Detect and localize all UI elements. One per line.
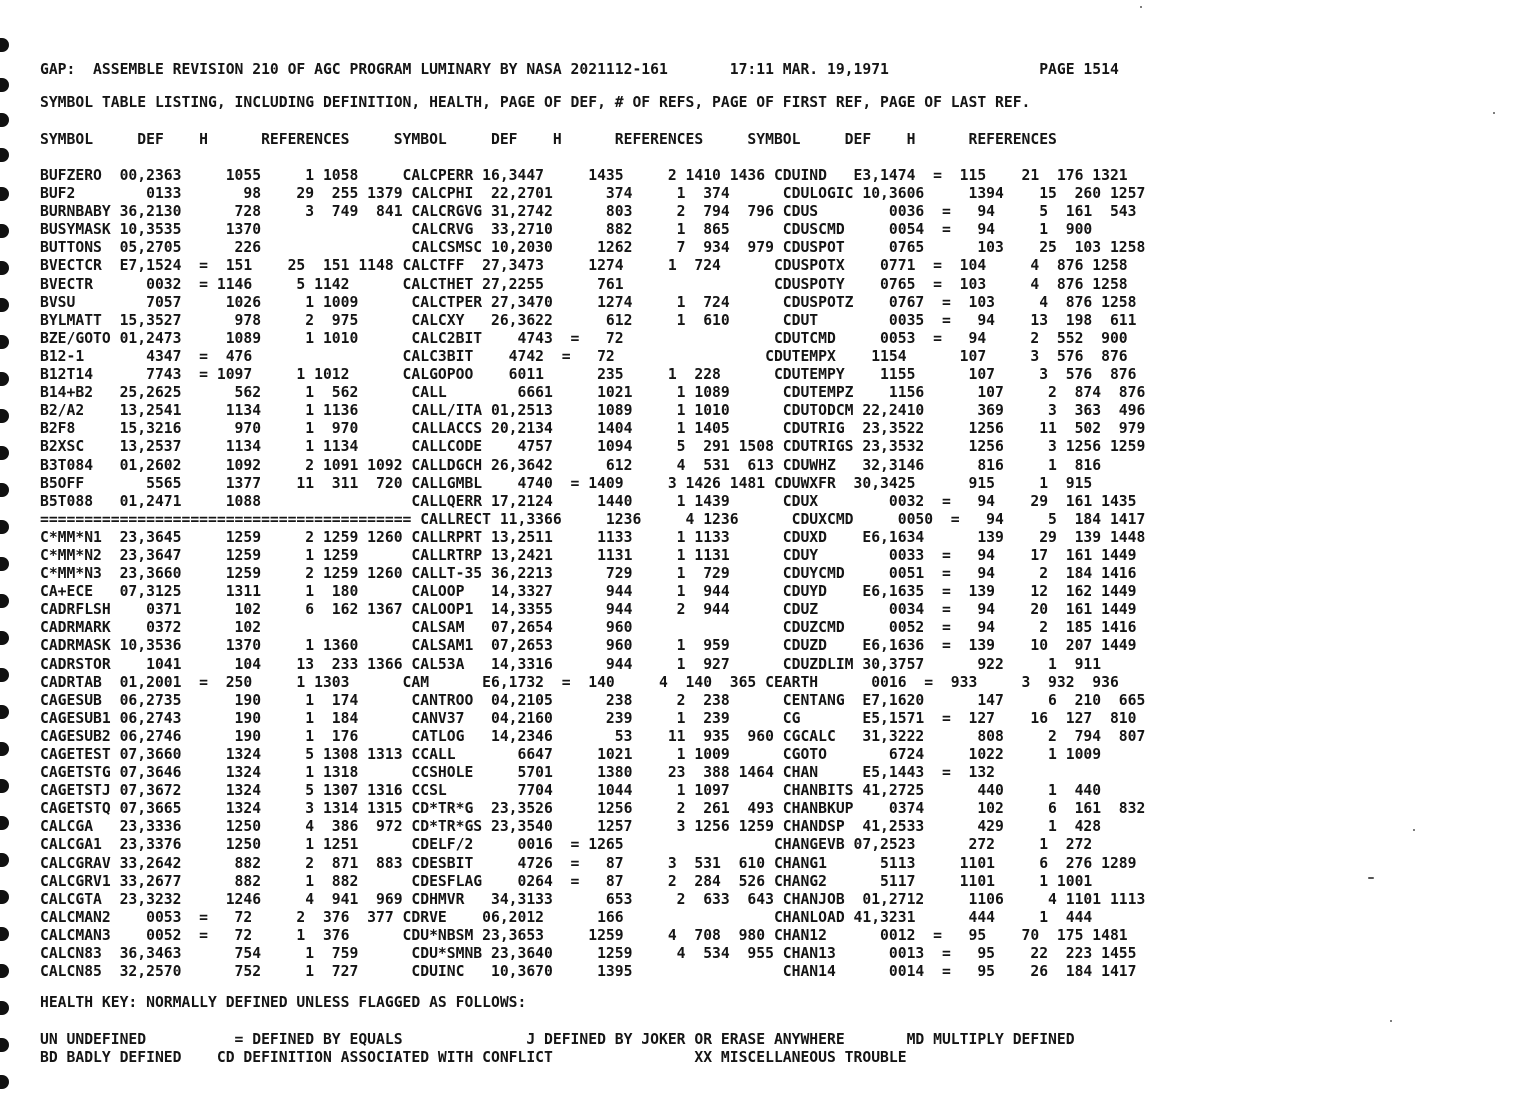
sprocket-hole: [0, 1038, 9, 1052]
sprocket-hole: [0, 853, 9, 867]
paper-speck: [1368, 877, 1374, 879]
sprocket-hole: [0, 557, 9, 571]
sprocket-hole: [0, 224, 9, 238]
table-row: BUFZERO 00,2363 1055 1 1058 CALCPERR 16,3447 1435 2 1410 1436 CDUIND E3,1474 = 115 21 176 1321: [40, 167, 1128, 184]
table-row: CAGETSTG 07,3646 1324 1 1318 CCSHOLE 5701 1380 23 388 1464 CHAN E5,1443 = 132: [40, 764, 996, 782]
table-row: BUSYMASK 10,3535 1370 CALCRVG 33,2710 882 1 865 CDUSCMD 0054 = 94 1 900: [40, 221, 1093, 239]
listing-description: SYMBOL TABLE LISTING, INCLUDING DEFINITION, HEALTH, PAGE OF DEF, # OF REFS, PAGE OF FIRST REF, PAGE OF LAST REF.: [40, 94, 1031, 111]
table-row: CADRMASK 10,3536 1370 1 1360 CALSAM1 07,2653 960 1 959 CDUZD E6,1636 = 139 10 207 1449: [40, 637, 1137, 655]
table-row: CALCMAN2 0053 = 72 2 376 377 CDRVE 06,2012 166 CHANLOAD 41,3231 444 1 444: [40, 908, 1093, 926]
table-row: CAGESUB 06,2735 190 1 174 CANTROO 04,2105 238 2 238 CENTANG E7,1620 147 6 210 665: [40, 691, 1146, 709]
table-row: B12-1 4347 = 476 CALC3BIT 4742 = 72 CDUTEMPX 1154 107 3 576 876: [40, 347, 1128, 365]
table-row: CADRSTOR 1041 104 13 233 1366 CAL53A 14,3316 944 1 927 CDUZDLIM 30,3757 922 1 911: [40, 655, 1102, 673]
table-row: BURNBABY 36,2130 728 3 749 841 CALCRGVG 31,2742 803 2 794 796 CDUS 0036 = 94 5 161 543: [40, 203, 1137, 221]
sprocket-hole: [0, 148, 9, 162]
table-row: CAGETSTQ 07,3665 1324 3 1314 1315 CD*TR*G 23,3526 1256 2 261 493 CHANBKUP 0374 102 6 161 832: [40, 800, 1146, 818]
table-row: B14+B2 25,2625 562 1 562 CALL 6661 1021 1 1089 CDUTEMPZ 1156 107 2 874 876: [40, 384, 1146, 402]
table-row: CAGESUB2 06,2746 190 1 176 CATLOG 14,2346 53 11 935 960 CGCALC 31,3222 808 2 794 807: [40, 727, 1146, 745]
table-row: B2F8 15,3216 970 1 970 CALLACCS 20,2134 1404 1 1405 CDUTRIG 23,3522 1256 11 502 979: [40, 420, 1146, 438]
table-row: CAGETSTJ 07,3672 1324 5 1307 1316 CCSL 7704 1044 1 1097 CHANBITS 41,2725 440 1 440: [40, 782, 1102, 800]
table-row: CALCGA1 23,3376 1250 1 1251 CDELF/2 0016 = 1265 CHANGEVB 07,2523 272 1 272: [40, 836, 1093, 854]
table-row: CALCN83 36,3463 754 1 759 CDU*SMNB 23,3640 1259 4 534 955 CHAN13 0013 = 95 22 223 1455: [40, 945, 1137, 963]
table-row: BUTTONS 05,2705 226 CALCSMSC 10,2030 1262 7 934 979 CDUSPOT 0765 103 25 103 1258: [40, 239, 1146, 257]
sprocket-hole: [0, 483, 9, 497]
health-key-line-2: BD BADLY DEFINED CD DEFINITION ASSOCIATED WITH CONFLICT XX MISCELLANEOUS TROUBLE: [40, 1049, 907, 1066]
sprocket-hole: [0, 742, 9, 756]
table-row: B5T088 01,2471 1088 CALLQERR 17,2124 1440 1 1439 CDUX 0032 = 94 29 161 1435: [40, 492, 1137, 510]
table-row: ========================================== CALLRECT 11,3366 1236 4 1236 CDUXCMD 0050 = 94 5 184 1417: [40, 510, 1146, 528]
sprocket-hole: [0, 668, 9, 682]
symbol-table: [40, 167, 1145, 981]
table-row: CALCMAN3 0052 = 72 1 376 CDU*NBSM 23,3653 1259 4 708 980 CHAN12 0012 = 95 70 175 1481: [40, 926, 1128, 944]
paper-speck: [1390, 1020, 1392, 1022]
table-row: CADRFLSH 0371 102 6 162 1367 CALOOP1 14,3355 944 2 944 CDUZ 0034 = 94 20 161 1449: [40, 601, 1137, 619]
sprocket-hole: [0, 520, 9, 534]
table-row: CADRMARK 0372 102 CALSAM 07,2654 960 CDUZCMD 0052 = 94 2 185 1416: [40, 619, 1137, 637]
table-row: CALCGRAV 33,2642 882 2 871 883 CDESBIT 4726 = 87 3 531 610 CHANG1 5113 1101 6 276 1289: [40, 854, 1137, 872]
sprocket-hole: [0, 594, 9, 608]
sprocket-hole: [0, 964, 9, 978]
sprocket-hole: [0, 890, 9, 904]
table-row: BUF2 0133 98 29 255 1379 CALCPHI 22,2701 374 1 374 CDULOGIC 10,3606 1394 15 260 1257: [40, 185, 1146, 203]
sprocket-hole: [0, 1075, 9, 1089]
table-row: C*MM*N1 23,3645 1259 2 1259 1260 CALLRPRT 13,2511 1133 1 1133 CDUXD E6,1634 139 29 139 1448: [40, 528, 1146, 546]
paper-speck: [1140, 6, 1142, 8]
table-row: BZE/GOTO 01,2473 1089 1 1010 CALC2BIT 4743 = 72 CDUTCMD 0053 = 94 2 552 900: [40, 329, 1128, 347]
sprocket-hole: [0, 927, 9, 941]
health-key-title: HEALTH KEY: NORMALLY DEFINED UNLESS FLAGGED AS FOLLOWS:: [40, 994, 527, 1011]
paper-speck: [1413, 829, 1415, 831]
column-headers: SYMBOL DEF H REFERENCES SYMBOL DEF H REFERENCES SYMBOL DEF H REFERENCES: [40, 131, 1057, 148]
sprocket-hole: [0, 1001, 9, 1015]
table-row: BVECTCR E7,1524 = 151 25 151 1148 CALCTFF 27,3473 1274 1 724 CDUSPOTX 0771 = 104 4 876 1258: [40, 257, 1128, 275]
sprocket-hole: [0, 298, 9, 312]
sprocket-hole: [0, 78, 9, 92]
table-row: CA+ECE 07,3125 1311 1 180 CALOOP 14,3327 944 1 944 CDUYD E6,1635 = 139 12 162 1449: [40, 583, 1137, 601]
table-row: CALCGA 23,3336 1250 4 386 972 CD*TR*GS 23,3540 1257 3 1256 1259 CHANDSP 41,2533 429 1 428: [40, 818, 1102, 836]
sprocket-hole: [0, 409, 9, 423]
table-row: BYLMATT 15,3527 978 2 975 CALCXY 26,3622 612 1 610 CDUT 0035 = 94 13 198 611: [40, 311, 1137, 329]
table-row: B5OFF 5565 1377 11 311 720 CALLGMBL 4740 = 1409 3 1426 1481 CDUWXFR 30,3425 915 1 915: [40, 474, 1093, 492]
sprocket-hole: [0, 446, 9, 460]
sprocket-hole: [0, 816, 9, 830]
table-row: B3T084 01,2602 1092 2 1091 1092 CALLDGCH 26,3642 612 4 531 613 CDUWHZ 32,3146 816 1 816: [40, 456, 1102, 474]
sprocket-hole: [0, 779, 9, 793]
sprocket-holes: [0, 0, 14, 1110]
table-row: CAGETEST 07,3660 1324 5 1308 1313 CCALL 6647 1021 1 1009 CGOTO 6724 1022 1 1009: [40, 746, 1102, 763]
table-row: CALCGRV1 33,2677 882 1 882 CDESFLAG 0264 = 87 2 284 526 CHANG2 5117 1101 1 1001: [40, 872, 1093, 890]
table-row: B2/A2 13,2541 1134 1 1136 CALL/ITA 01,2513 1089 1 1010 CDUTODCM 22,2410 369 3 363 496: [40, 402, 1146, 420]
sprocket-hole: [0, 38, 9, 52]
table-row: BVSU 7057 1026 1 1009 CALCTPER 27,3470 1274 1 724 CDUSPOTZ 0767 = 103 4 876 1258: [40, 293, 1137, 311]
table-row: CALCGTA 23,3232 1246 4 941 969 CDHMVR 34,3133 653 2 633 643 CHANJOB 01,2712 1106 4 1101 1113: [40, 890, 1146, 908]
sprocket-hole: [0, 187, 9, 201]
sprocket-hole: [0, 113, 9, 127]
table-row: B12T14 7743 = 1097 1 1012 CALGOPOO 6011 235 1 228 CDUTEMPY 1155 107 3 576 876: [40, 366, 1137, 384]
table-row: B2XSC 13,2537 1134 1 1134 CALLCODE 4757 1094 5 291 1508 CDUTRIGS 23,3532 1256 3 1256 1259: [40, 438, 1146, 456]
sprocket-hole: [0, 335, 9, 349]
table-row: BVECTR 0032 = 1146 5 1142 CALCTHET 27,2255 761 CDUSPOTY 0765 = 103 4 876 1258: [40, 275, 1128, 293]
sprocket-hole: [0, 705, 9, 719]
sprocket-hole: [0, 372, 9, 386]
paper-speck: [1493, 112, 1495, 114]
table-row: CADRTAB 01,2001 = 250 1 1303 CAM E6,1732 = 140 4 140 365 CEARTH 0016 = 933 3 932 936: [40, 673, 1119, 691]
sprocket-hole: [0, 631, 9, 645]
health-key-line-1: UN UNDEFINED = DEFINED BY EQUALS J DEFINED BY JOKER OR ERASE ANYWHERE MD MULTIPLY DEFINED: [40, 1031, 1075, 1048]
table-row: CALCN85 32,2570 752 1 727 CDUINC 10,3670 1395 CHAN14 0014 = 95 26 184 1417: [40, 963, 1137, 981]
sprocket-hole: [0, 261, 9, 275]
table-row: CAGESUB1 06,2743 190 1 184 CANV37 04,2160 239 1 239 CG E5,1571 = 127 16 127 810: [40, 709, 1137, 727]
table-row: C*MM*N2 23,3647 1259 1 1259 CALLRTRP 13,2421 1131 1 1131 CDUY 0033 = 94 17 161 1449: [40, 546, 1137, 564]
table-row: C*MM*N3 23,3660 1259 2 1259 1260 CALLT-35 36,2213 729 1 729 CDUYCMD 0051 = 94 2 184 1416: [40, 565, 1137, 583]
assembly-header: GAP: ASSEMBLE REVISION 210 OF AGC PROGRAM LUMINARY BY NASA 2021112-161 17:11 MAR. 19,1971 PAGE 1514: [40, 61, 1119, 78]
